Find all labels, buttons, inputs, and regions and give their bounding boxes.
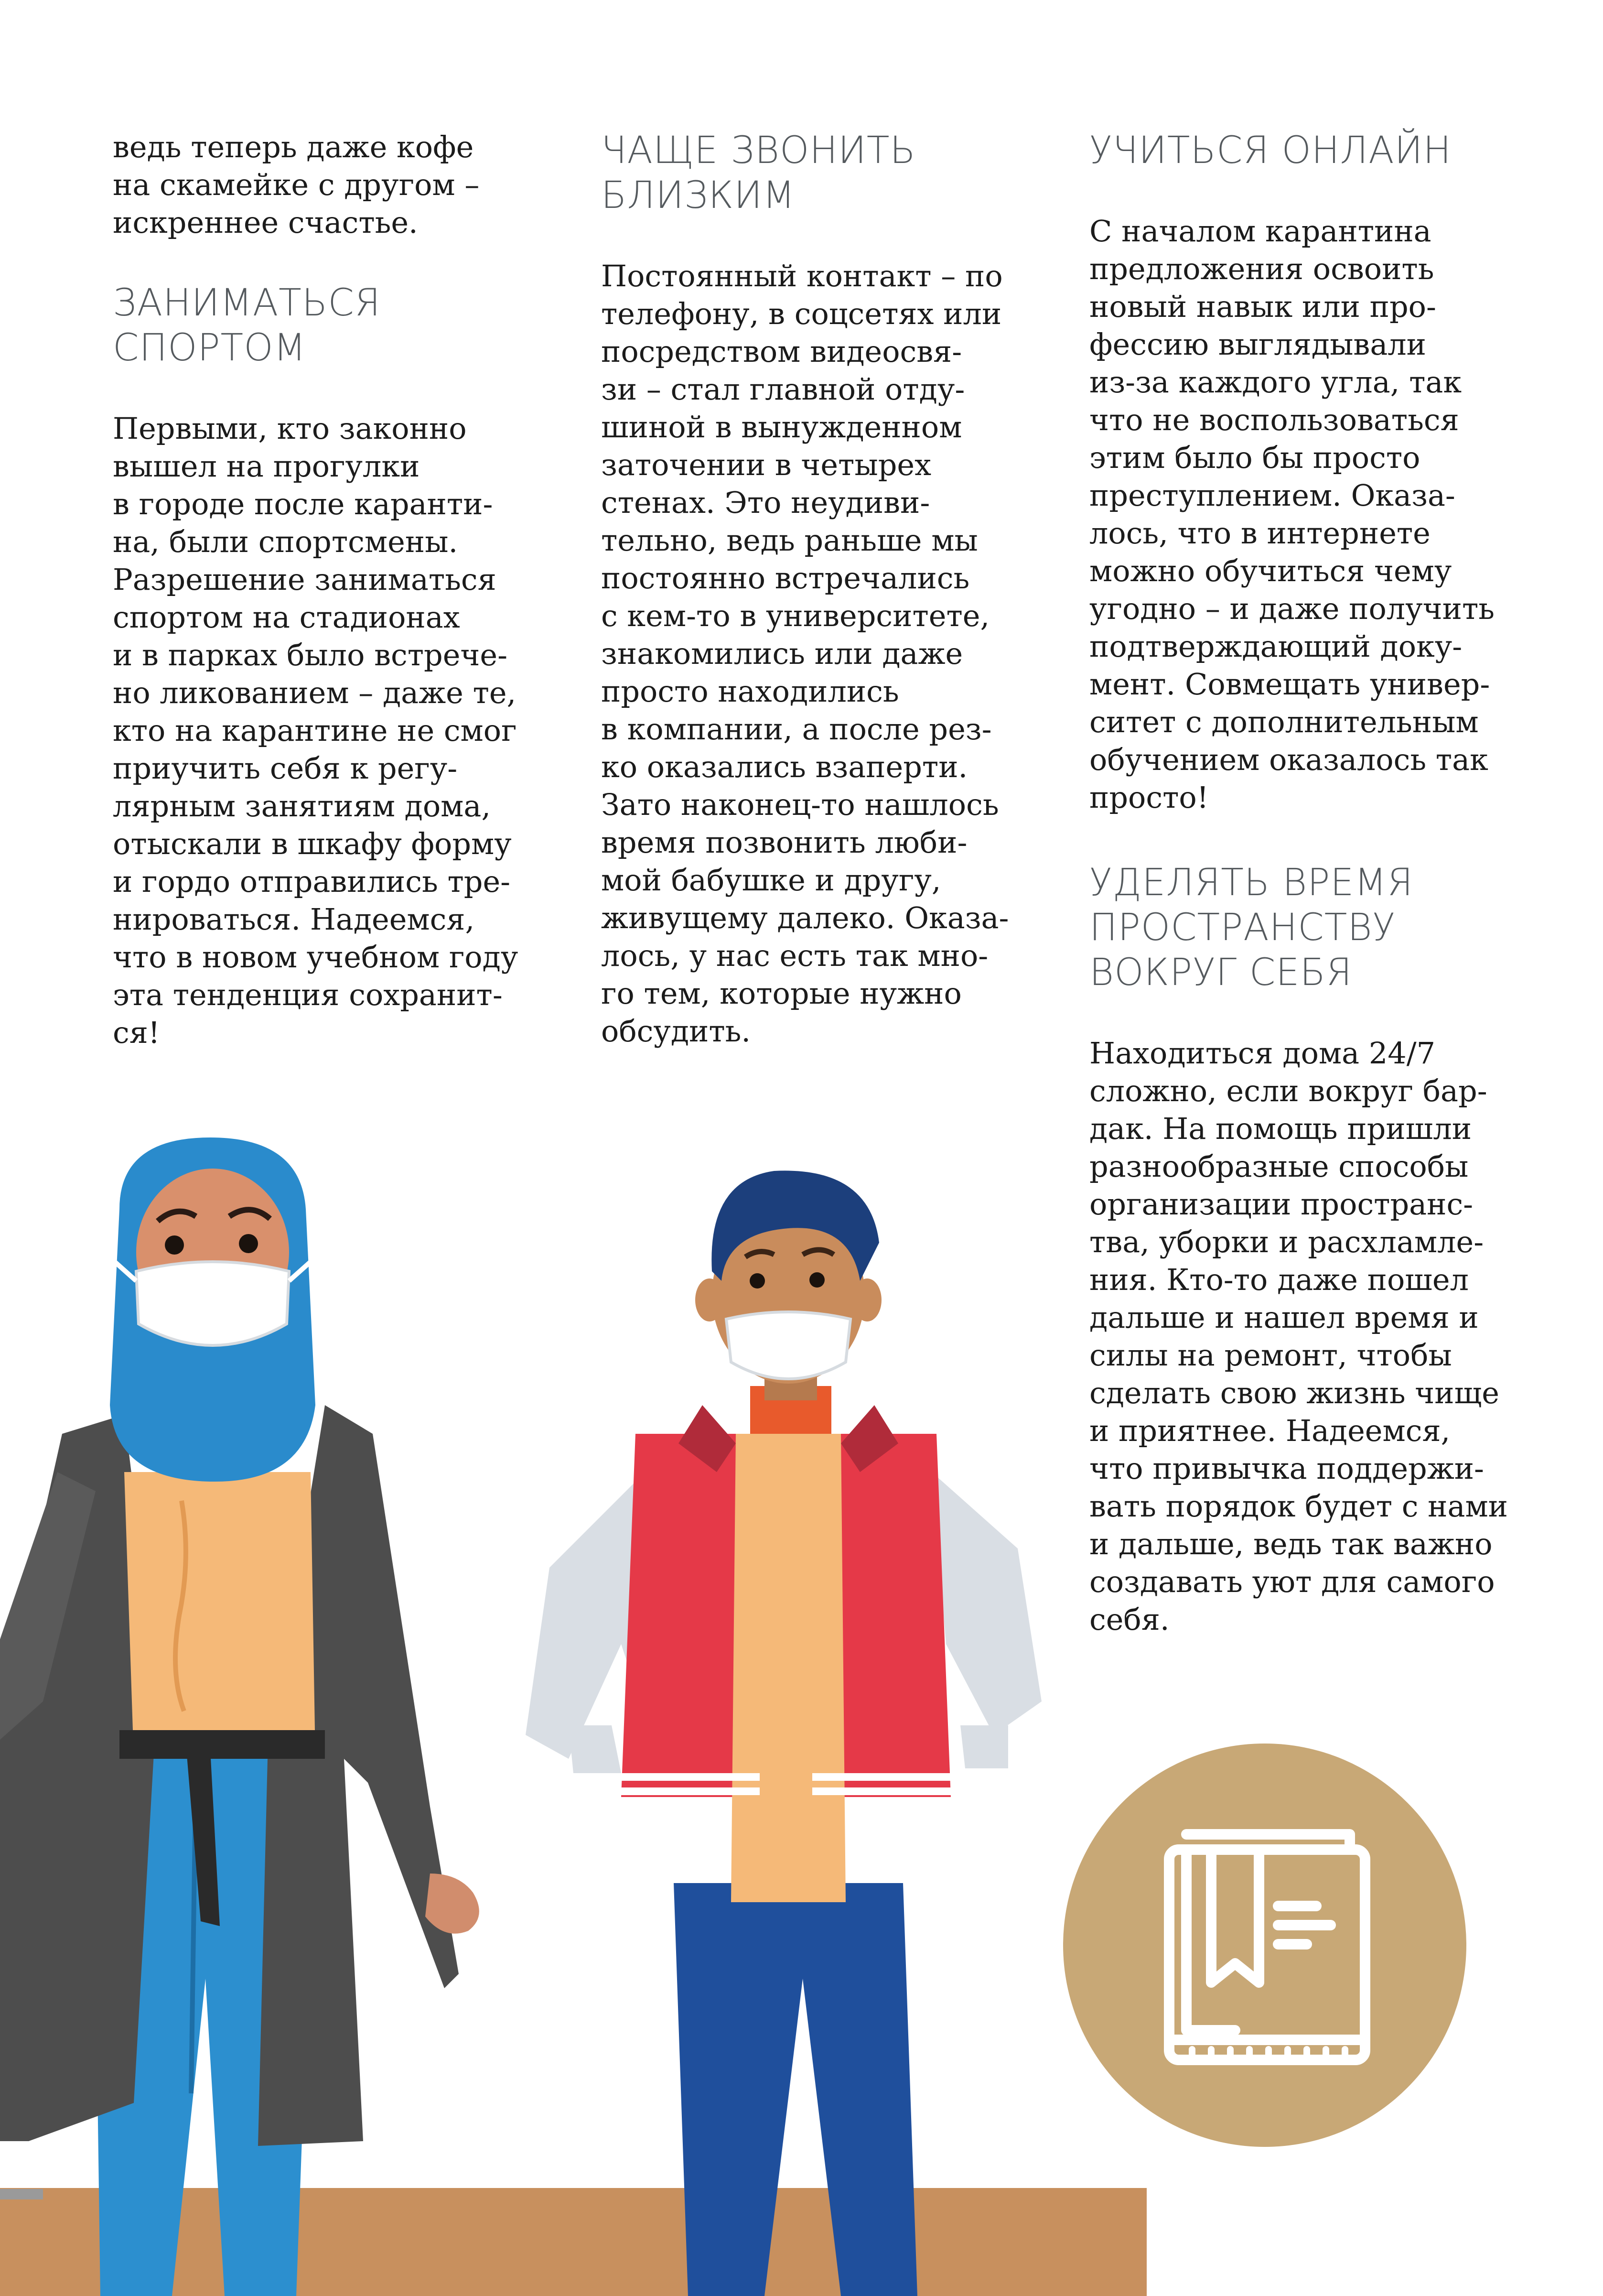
paragraph-sport: Первыми, кто законно вышел на прогулки в городе после каранти- на, были спортсмены. Разрешение заниматься спортом на стадионах и в парках было встрече- но ликованием – даже те, кто на карантине не смог приучить себя к регу- лярным занятиям дома, отыскали в шкафу форму и гордо отправились тре- нироваться. Надеемся, что в новом учебном году эта тенденция сохранит- ся! bbox=[113, 411, 518, 1050]
column-right bbox=[1089, 128, 1519, 1638]
intro-paragraph: ведь теперь даже кофе на скамейке с другом – искреннее счастье. bbox=[113, 130, 480, 240]
paragraph-call-relatives: Постоянный контакт – по телефону, в соцсетях или посредством видеосвя- зи – стал главной отду- шиной в вынужденном заточении в четырех стенах. Это неудиви- тельно, ведь раньше мы постоянно встречались с кем-то в университете, знакомились или даже просто находились в компании, а после рез- ко оказались взаперти. Зато наконец-то нашлось время позвонить люби- мой бабушке и другу, живущему далеко. Оказа- лось, у нас есть так мно- го тем, которые нужно обсудить. bbox=[601, 259, 1009, 1049]
people-illustration bbox=[0, 1137, 1147, 2296]
column-middle bbox=[601, 128, 1060, 1050]
paragraph-study-online: С началом карантина предложения освоить новый навык или про- фессию выглядывали из-за каждого угла, так что не воспользоваться этим было бы просто преступлением. Оказа- лось, что в интернете можно обучиться чему угодно – и даже получить подтверждающий доку- мент. Совмещать универ- ситет с дополнительным обучением оказалось так просто! bbox=[1089, 214, 1495, 815]
woman-figure bbox=[0, 1137, 479, 2296]
paragraph-space-around: Находиться дома 24/7 сложно, если вокруг бар- дак. На помощь пришли разнообразные способы организации пространс- тва, уборки и расхламле- ния. Кто-то даже пошел дальше и нашел время и силы на ремонт, чтобы сделать свою жизнь чище и приятнее. Надеемся, что привычка поддержи- вать порядок будет с нами и дальше, ведь так важно создавать уют для самого себя. bbox=[1089, 1036, 1508, 1637]
heading-study-online: УЧИТЬСЯ ОНЛАЙН bbox=[1089, 129, 1452, 172]
floor-strip-gray bbox=[0, 2189, 43, 2199]
badge-circle bbox=[1063, 1744, 1466, 2147]
man-figure bbox=[526, 1170, 1042, 2296]
heading-space-around: УДЕЛЯТЬ ВРЕМЯ ПРОСТРАНСТВУ ВОКРУГ СЕБЯ bbox=[1089, 861, 1414, 994]
heading-sport: ЗАНИМАТЬСЯ СПОРТОМ bbox=[113, 282, 381, 369]
heading-call-relatives: ЧАЩЕ ЗВОНИТЬ БЛИЗКИМ bbox=[601, 129, 916, 217]
book-badge bbox=[1063, 1744, 1466, 2147]
column-left bbox=[113, 128, 571, 1051]
